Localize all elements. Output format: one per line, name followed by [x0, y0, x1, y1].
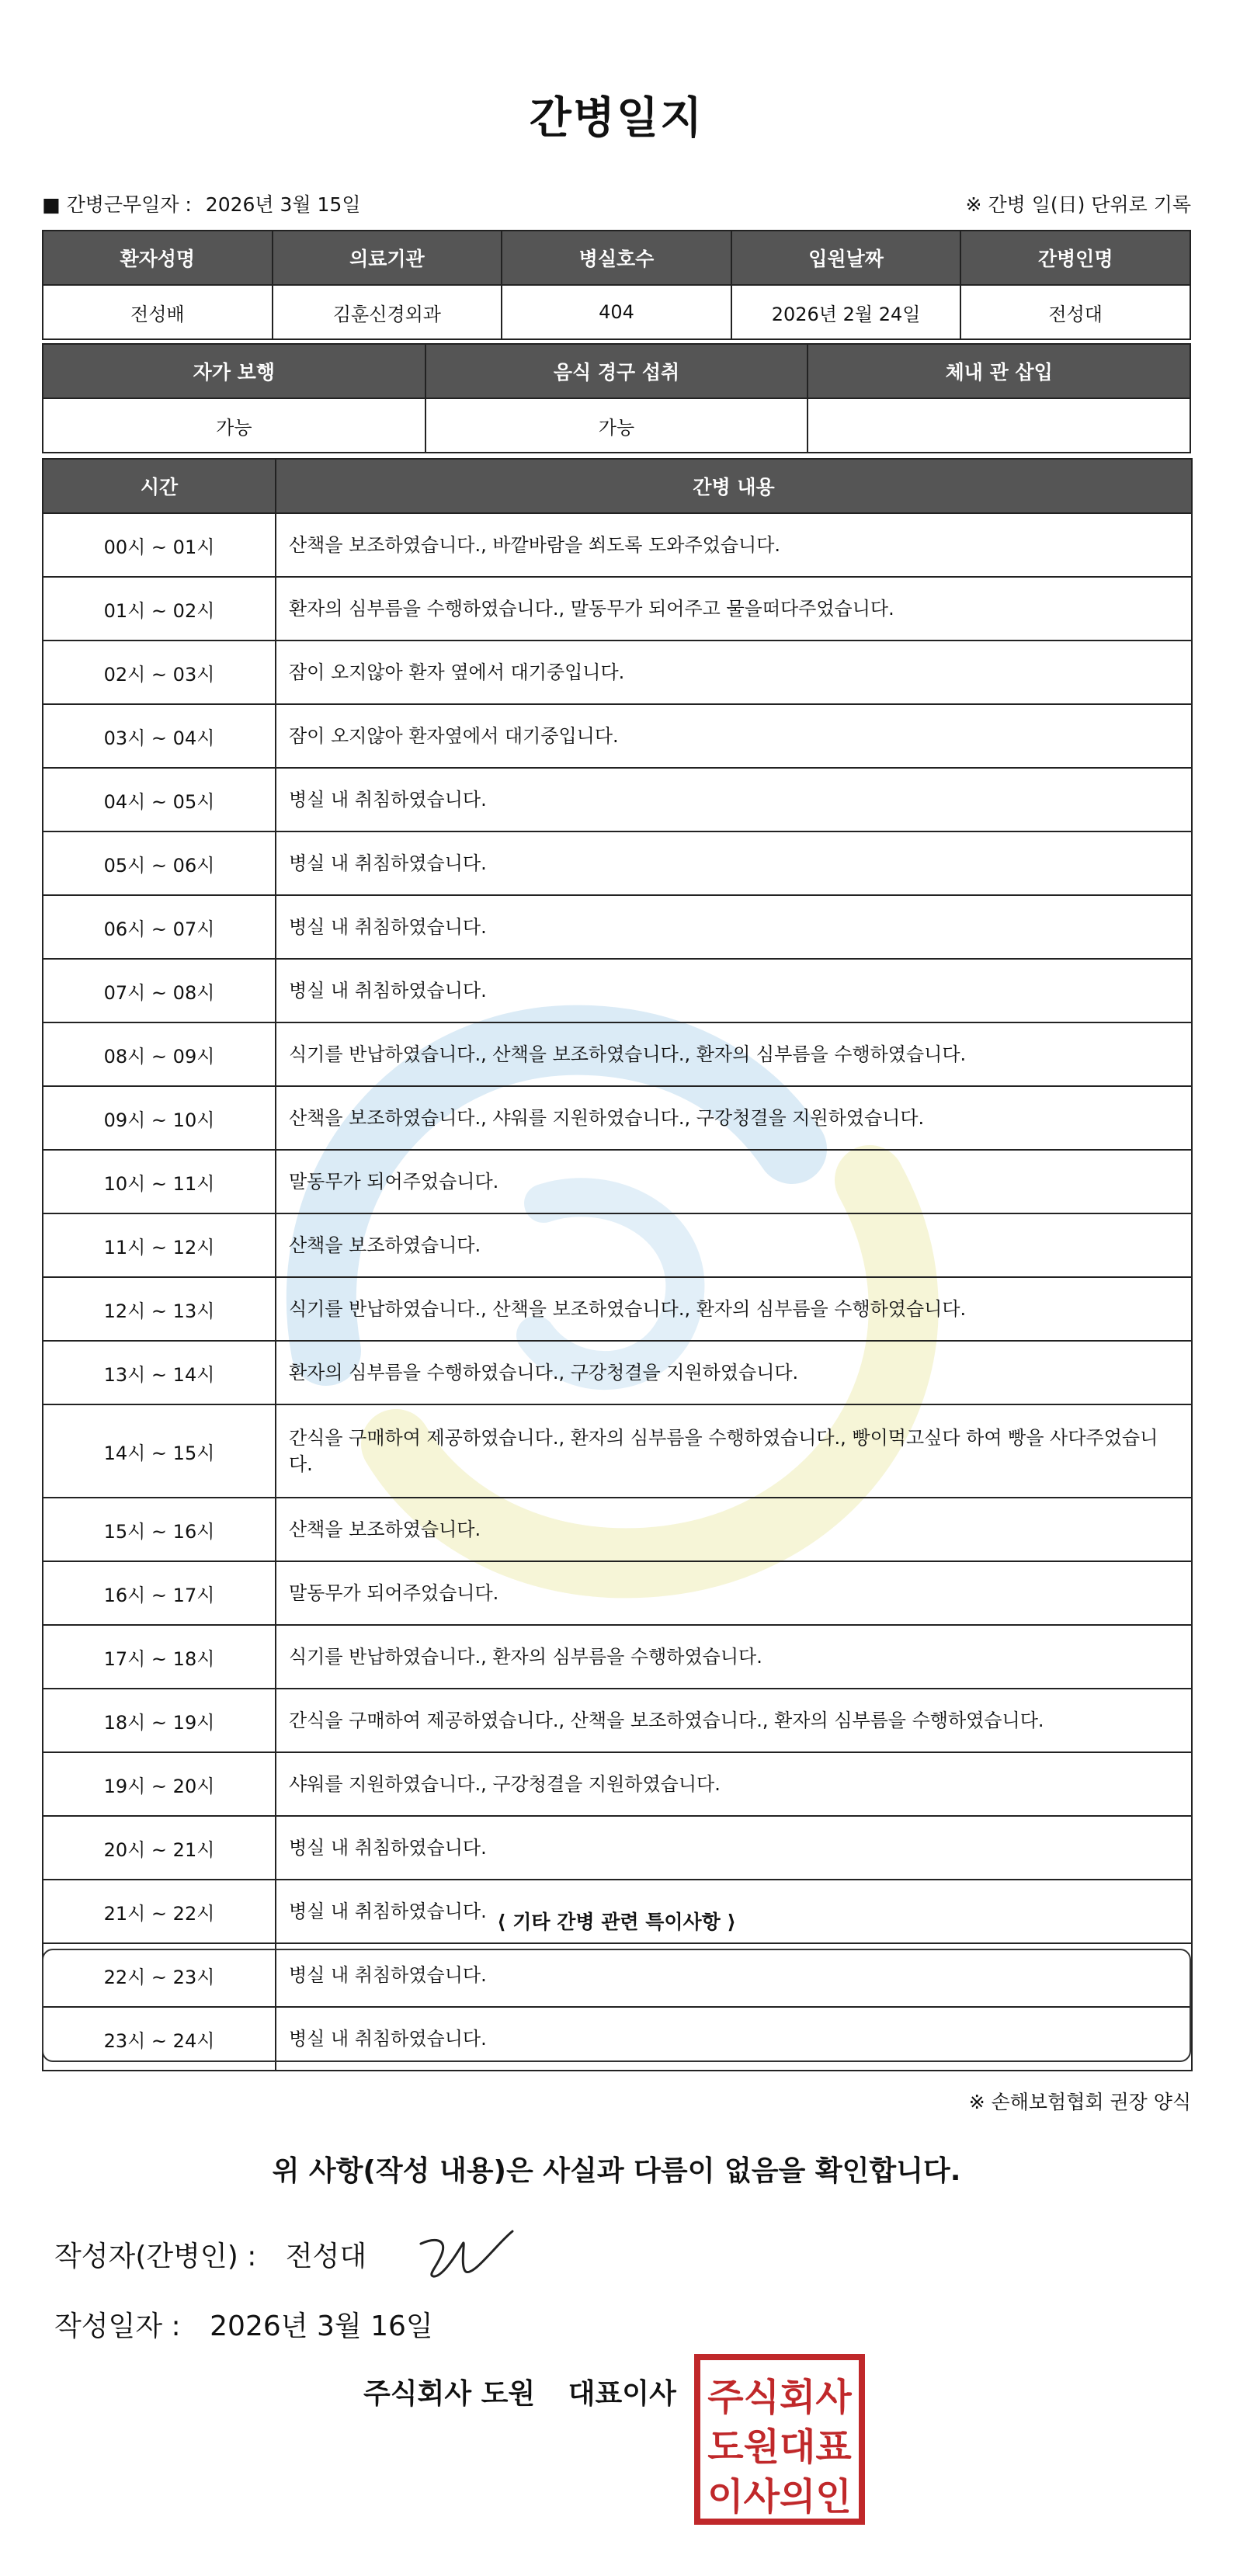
row-time: 02시 ~ 03시: [43, 641, 276, 704]
row-time: 18시 ~ 19시: [43, 1689, 276, 1752]
self-walking: 가능: [43, 398, 425, 453]
document-title: 간병일지: [529, 93, 704, 144]
row-care-content: 간식을 구매하여 제공하였습니다., 산책을 보조하였습니다., 환자의 심부름을 수행하였습니다.: [276, 1689, 1192, 1752]
row-care-content: 산책을 보조하였습니다., 샤워를 지원하였습니다., 구강청결을 지원하였습니다.: [276, 1086, 1192, 1150]
row-time: 20시 ~ 21시: [43, 1816, 276, 1880]
record-unit-note: ※ 간병 일(日) 단위로 기록: [965, 193, 1191, 216]
row-time: 09시 ~ 10시: [43, 1086, 276, 1150]
row-care-content: 잠이 오지않아 환자옆에서 대기중입니다.: [276, 704, 1192, 768]
work-date-label: ■ 간병근무일자 :: [42, 193, 192, 216]
caregiver-name: 전성대: [960, 285, 1190, 339]
table-row: [43, 1022, 1192, 1086]
table-row: [43, 768, 1192, 831]
seal-line-1: 주식회사: [707, 2376, 852, 2419]
row-care-content: 식기를 반납하였습니다., 산책을 보조하였습니다., 환자의 심부름을 수행하였습니다.: [276, 1022, 1192, 1086]
row-time: 00시 ~ 01시: [43, 513, 276, 577]
row-time: 10시 ~ 11시: [43, 1150, 276, 1213]
company-role: 대표이사: [568, 2378, 676, 2410]
signature: [412, 2220, 520, 2290]
company-name: 주식회사 도원: [363, 2378, 536, 2410]
company-seal: [693, 2352, 867, 2526]
row-time: 05시 ~ 06시: [43, 831, 276, 895]
row-time: 11시 ~ 12시: [43, 1213, 276, 1277]
meta-row: [42, 189, 1191, 217]
special-notes-box: [42, 1949, 1191, 2062]
hospital: 김훈신경외과: [273, 285, 502, 339]
work-date-value: 2026년 3월 15일: [205, 193, 361, 216]
header-oral-intake: 음식 경구 섭취: [425, 344, 808, 398]
confirmation-statement: 위 사항(작성 내용)은 사실과 다름이 없음을 확인합니다.: [272, 2155, 961, 2187]
row-time: 16시 ~ 17시: [43, 1561, 276, 1625]
header-hospital: 의료기관: [273, 231, 502, 285]
admission-date: 2026년 2월 24일: [731, 285, 961, 339]
row-time: 07시 ~ 08시: [43, 959, 276, 1022]
table-row: [43, 704, 1192, 768]
table-row: [43, 1816, 1192, 1880]
row-time: 04시 ~ 05시: [43, 768, 276, 831]
row-care-content: 산책을 보조하였습니다., 바깥바람을 쐬도록 도와주었습니다.: [276, 513, 1192, 577]
write-date-value: 2026년 3월 16일: [210, 2310, 433, 2342]
patient-info-table: [42, 230, 1191, 340]
header-time: 시간: [43, 459, 276, 513]
row-care-content: 말동무가 되어주었습니다.: [276, 1561, 1192, 1625]
writer-line: [54, 2234, 387, 2274]
row-time: 01시 ~ 02시: [43, 577, 276, 641]
table-row: [43, 1341, 1192, 1404]
writer-name: 전성대: [285, 2241, 367, 2272]
table-row: [43, 1561, 1192, 1625]
company-line: [363, 2372, 700, 2411]
row-time: 06시 ~ 07시: [43, 895, 276, 959]
row-care-content: 병실 내 취침하였습니다.: [276, 895, 1192, 959]
row-time: 12시 ~ 13시: [43, 1277, 276, 1341]
row-care-content: 병실 내 취침하였습니다.: [276, 959, 1192, 1022]
patient-name: 전성배: [43, 285, 273, 339]
row-care-content: 병실 내 취침하였습니다.: [276, 1880, 1192, 1943]
writer-label: 작성자(간병인) :: [54, 2241, 257, 2272]
seal-line-2: 도원대표: [707, 2425, 852, 2469]
table-row: [43, 1625, 1192, 1689]
header-room: 병실호수: [502, 231, 731, 285]
tube-insertion: [808, 398, 1190, 453]
work-date: [42, 189, 368, 217]
table-row: [43, 959, 1192, 1022]
special-notes-title: ⟨ 기타 간병 관련 특이사항 ⟩: [497, 1911, 736, 1933]
row-care-content: 간식을 구매하여 제공하였습니다., 환자의 심부름을 수행하였습니다., 빵이먹고싶다 하여 빵을 사다주었습니다.: [276, 1404, 1192, 1498]
row-care-content: 산책을 보조하였습니다.: [276, 1213, 1192, 1277]
table-row: [43, 1752, 1192, 1816]
row-care-content: 환자의 심부름을 수행하였습니다., 구강청결을 지원하였습니다.: [276, 1341, 1192, 1404]
header-self-walking: 자가 보행: [43, 344, 425, 398]
row-care-content: 산책을 보조하였습니다.: [276, 1498, 1192, 1561]
write-date-line: [54, 2304, 453, 2344]
header-care-content: 간병 내용: [276, 459, 1192, 513]
row-time: 14시 ~ 15시: [43, 1404, 276, 1498]
row-time: 22시 ~ 23시: [43, 1943, 276, 2007]
row-care-content: 식기를 반납하였습니다., 산책을 보조하였습니다., 환자의 심부름을 수행하였습니다.: [276, 1277, 1192, 1341]
row-time: 13시 ~ 14시: [43, 1341, 276, 1404]
header-patient-name: 환자성명: [43, 231, 273, 285]
oral-intake: 가능: [425, 398, 808, 453]
row-care-content: 병실 내 취침하였습니다.: [276, 1816, 1192, 1880]
row-care-content: 말동무가 되어주었습니다.: [276, 1150, 1192, 1213]
table-row: [43, 1213, 1192, 1277]
row-care-content: 병실 내 취침하였습니다.: [276, 1943, 1192, 2007]
table-row: [43, 1498, 1192, 1561]
table-row: [43, 1150, 1192, 1213]
row-time: 03시 ~ 04시: [43, 704, 276, 768]
table-row: [43, 831, 1192, 895]
row-care-content: 병실 내 취침하였습니다.: [276, 768, 1192, 831]
row-care-content: 병실 내 취침하였습니다.: [276, 831, 1192, 895]
row-time: 15시 ~ 16시: [43, 1498, 276, 1561]
recommend-note: ※ 손해보험협회 권장 양식: [968, 2091, 1191, 2113]
write-date-label: 작성일자 :: [54, 2310, 181, 2342]
row-care-content: 샤워를 지원하였습니다., 구강청결을 지원하였습니다.: [276, 1752, 1192, 1816]
patient-status-table: [42, 343, 1191, 453]
row-time: 21시 ~ 22시: [43, 1880, 276, 1943]
row-care-content: 환자의 심부름을 수행하였습니다., 말동무가 되어주고 물을떠다주었습니다.: [276, 577, 1192, 641]
row-care-content: 병실 내 취침하였습니다.: [276, 2007, 1192, 2071]
table-row: [43, 641, 1192, 704]
table-row: [43, 895, 1192, 959]
table-row: [43, 1689, 1192, 1752]
seal-line-3: 이사의인: [707, 2475, 852, 2519]
care-log-body: [43, 513, 1192, 2071]
row-care-content: 잠이 오지않아 환자 옆에서 대기중입니다.: [276, 641, 1192, 704]
table-row: [43, 1086, 1192, 1150]
row-care-content: 식기를 반납하였습니다., 환자의 심부름을 수행하였습니다.: [276, 1625, 1192, 1689]
header-caregiver: 간병인명: [960, 231, 1190, 285]
header-admission-date: 입원날짜: [731, 231, 961, 285]
row-time: 08시 ~ 09시: [43, 1022, 276, 1086]
row-time: 23시 ~ 24시: [43, 2007, 276, 2071]
care-log-table: [42, 458, 1193, 2071]
table-row: [43, 577, 1192, 641]
room-number: 404: [502, 285, 731, 339]
row-time: 17시 ~ 18시: [43, 1625, 276, 1689]
row-time: 19시 ~ 20시: [43, 1752, 276, 1816]
header-tube-insertion: 체내 관 삽입: [808, 344, 1190, 398]
table-row: [43, 1404, 1192, 1498]
table-row: [43, 513, 1192, 577]
table-row: [43, 1277, 1192, 1341]
